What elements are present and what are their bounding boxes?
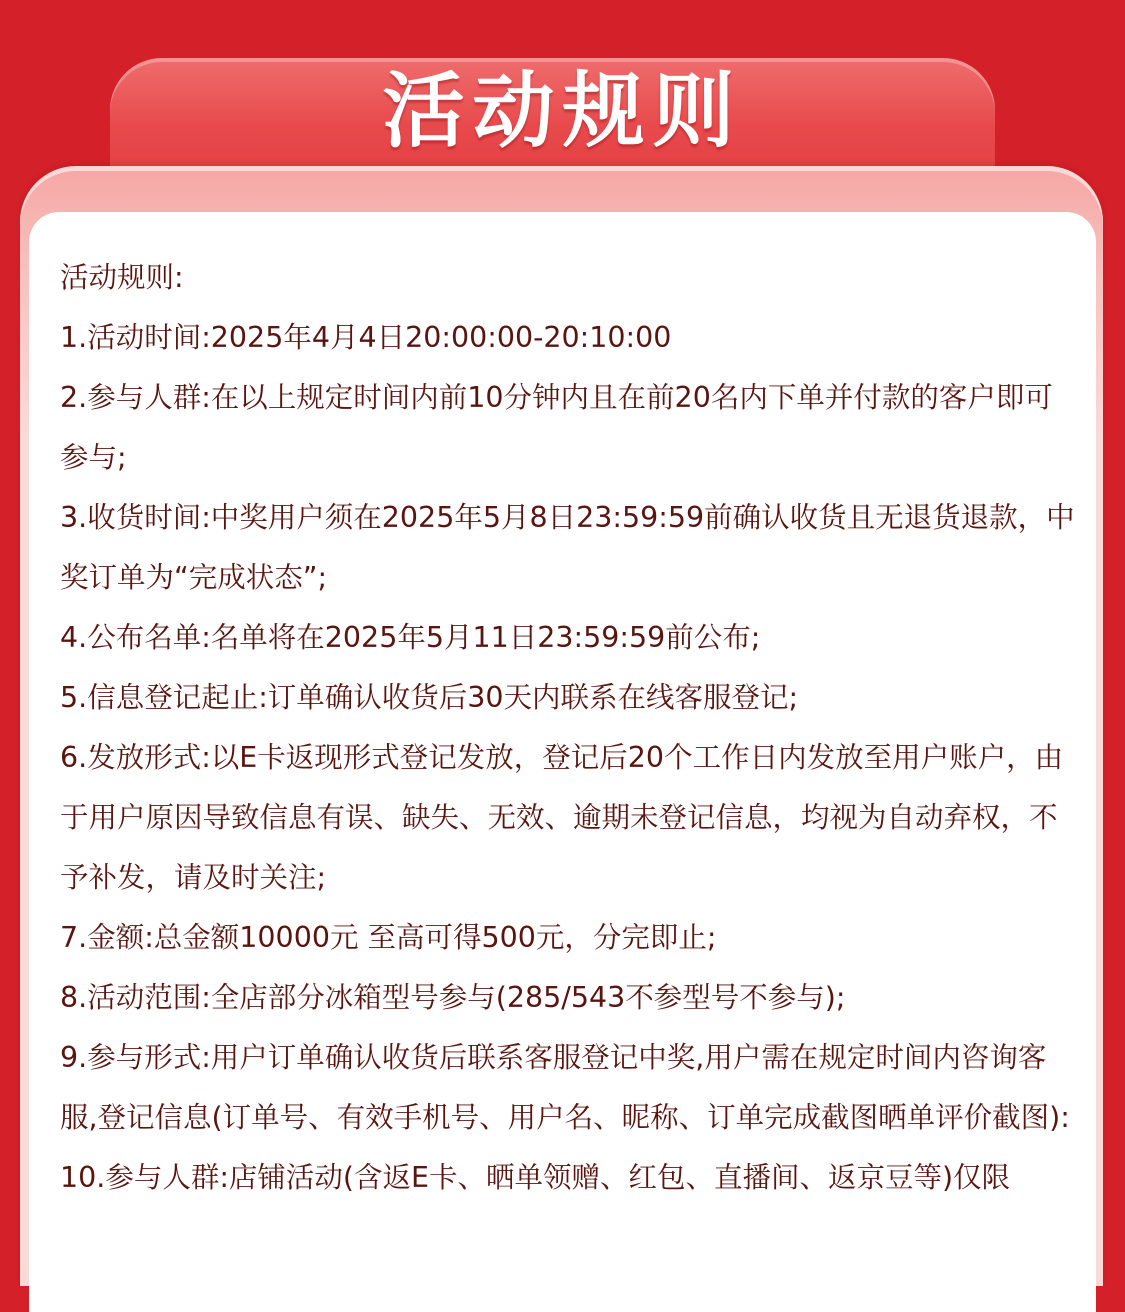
rule-item-9: 9.参与形式:用户订单确认收货后联系客服登记中奖,用户需在规定时间内咨询客服,登记信息(订单号、有效手机号、用户名、昵称、订单完成截图晒单评价截图): [60,1041,1070,1134]
rule-item-2: 2.参与人群:在以上规定时间内前10分钟内且在前20名内下单并付款的客户即可参与; [60,381,1053,474]
rule-item-4: 4.公布名单:名单将在2025年5月11日23:59:59前公布; [60,621,761,654]
rule-item-5: 5.信息登记起止:订单确认收货后30天内联系在线客服登记; [60,681,799,714]
rules-heading: 活动规则: [60,261,184,294]
rules-list [60,248,1078,1208]
rule-item-6: 6.发放形式:以E卡返现形式登记发放，登记后20个工作日内发放至用户账户，由于用户原因导致信息有误、缺失、无效、逾期未登记信息，均视为自动弃权，不予补发，请及时关注; [60,741,1064,894]
rule-item-8: 8.活动范围:全店部分冰箱型号参与(285/543不参型号不参与); [60,981,846,1014]
rule-item-7: 7.金额:总金额10000元 至高可得500元，分完即止; [60,921,717,954]
rule-item-10: 10.参与人群:店铺活动(含返E卡、晒单领赠、红包、直播间、返京豆等)仅限 [60,1161,1011,1194]
page-title: 活动规则 [382,64,743,159]
rule-item-3: 3.收货时间:中奖用户须在2025年5月8日23:59:59前确认收货且无退货退款，中奖订单为“完成状态”; [60,501,1075,594]
rule-item-1: 1.活动时间:2025年4月4日20:00:00-20:10:00 [60,321,672,354]
